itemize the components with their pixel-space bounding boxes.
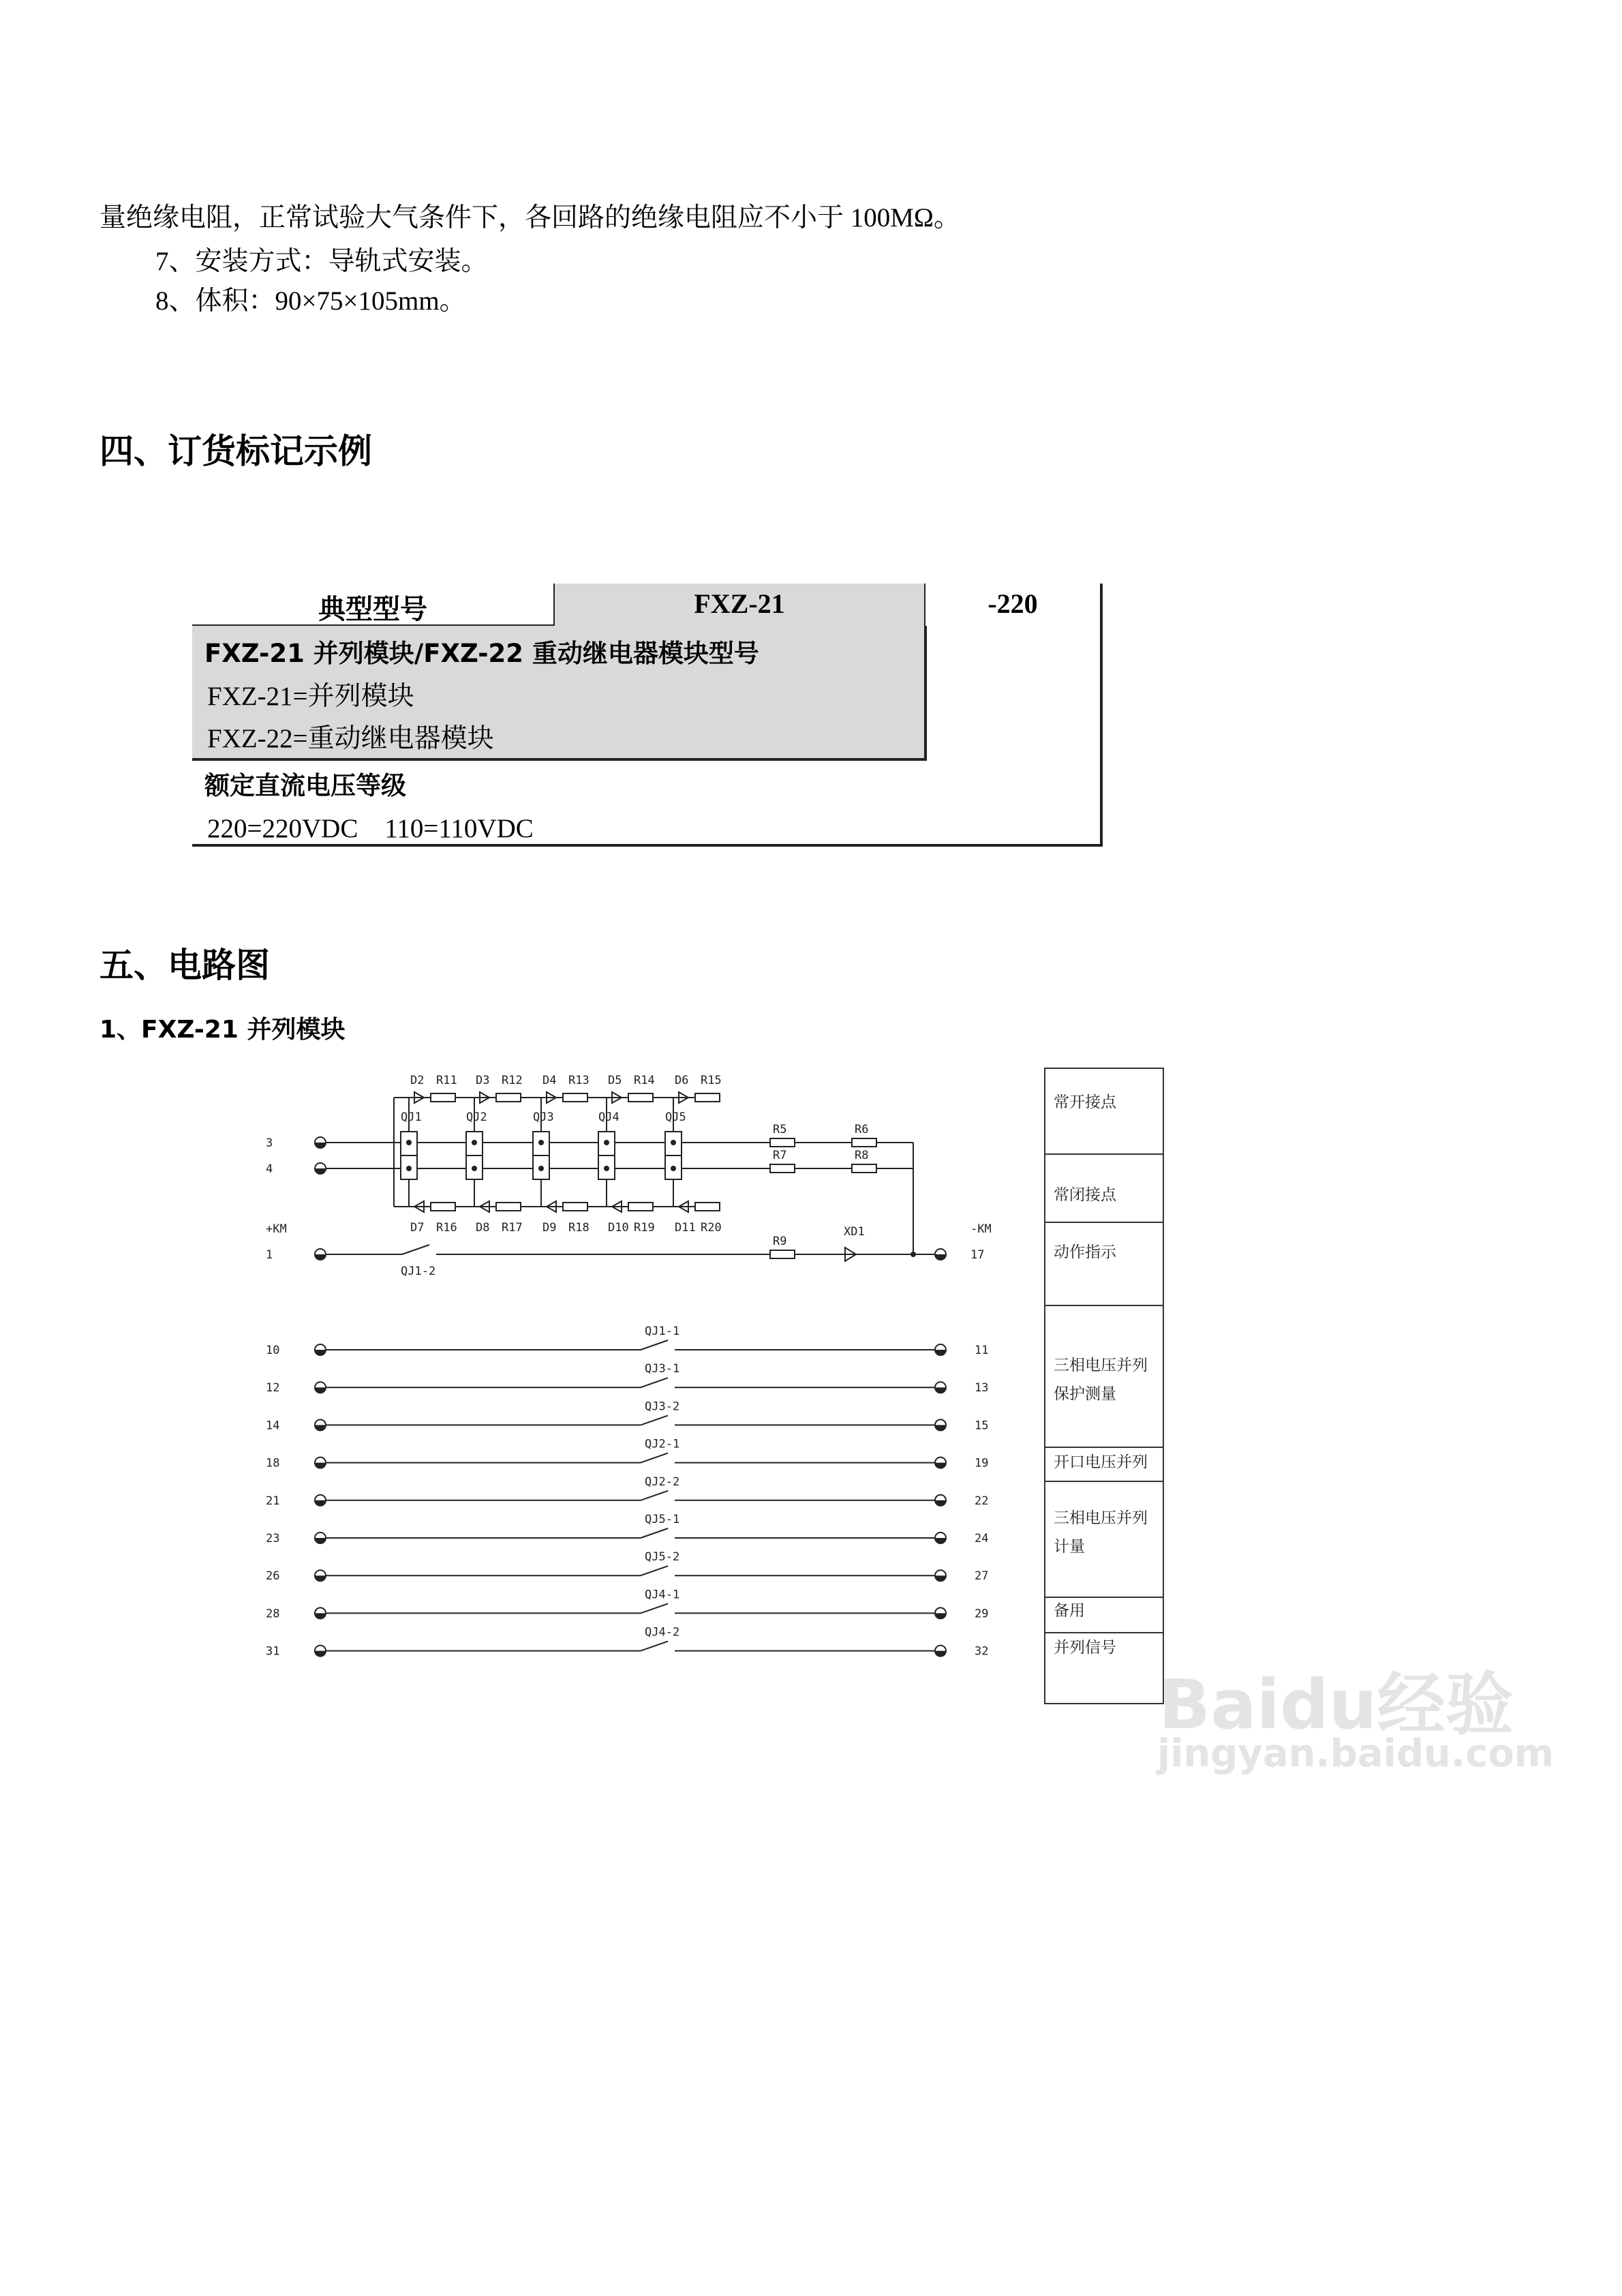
junction-dot <box>406 1140 412 1145</box>
contact-right-11: 11 <box>975 1344 989 1357</box>
label-r5: R5 <box>773 1123 787 1136</box>
relay-label-qj2: QJ2 <box>466 1111 487 1124</box>
label-signal: 并列信号 <box>1054 1639 1116 1657</box>
resistor-symbol <box>431 1093 455 1102</box>
bottom-component-r20: R20 <box>701 1221 722 1235</box>
label-xd1: XD1 <box>844 1225 865 1239</box>
contact-switch <box>641 1642 668 1651</box>
group1-title: FXZ-21 并列模块/FXZ-22 重动继电器模块型号 <box>204 639 759 668</box>
contact-right-22: 22 <box>975 1494 989 1508</box>
label-no-contact: 常开接点 <box>1054 1093 1116 1111</box>
junction-dot <box>604 1140 609 1145</box>
top-component-r13: R13 <box>568 1074 590 1087</box>
resistor-r7 <box>770 1164 795 1173</box>
contact-switch <box>641 1415 668 1425</box>
label-nc-contact: 常闭接点 <box>1054 1186 1116 1204</box>
top-component-d2: D2 <box>410 1074 425 1087</box>
top-component-r15: R15 <box>701 1074 722 1087</box>
contact-label-qj4-2: QJ4-2 <box>645 1625 680 1640</box>
junction-dot <box>604 1166 609 1171</box>
bottom-component-r16: R16 <box>436 1221 457 1235</box>
label-r8: R8 <box>855 1149 869 1162</box>
bottom-component-d9: D9 <box>542 1221 557 1235</box>
resistor-r8 <box>852 1164 876 1173</box>
top-component-r11: R11 <box>436 1074 457 1087</box>
resistor-symbol <box>563 1203 587 1211</box>
group2-title: 额定直流电压等级 <box>204 771 406 800</box>
junction-dot <box>538 1166 544 1171</box>
km-contact-label: QJ1-2 <box>401 1265 436 1278</box>
resistor-symbol <box>563 1093 587 1102</box>
contact-left-10: 10 <box>266 1344 280 1357</box>
bottom-component-d11: D11 <box>675 1221 696 1235</box>
top-component-r14: R14 <box>634 1074 655 1087</box>
group1-item2: FXZ-22=重动继电器模块 <box>207 724 494 753</box>
contact-left-18: 18 <box>266 1456 280 1470</box>
top-component-d6: D6 <box>675 1074 689 1087</box>
contact-right-29: 29 <box>975 1607 989 1621</box>
label-r6: R6 <box>855 1123 869 1136</box>
contact-left-21: 21 <box>266 1494 280 1508</box>
label-three-phase-1a: 三相电压并列 <box>1054 1357 1148 1374</box>
junction-dot <box>911 1252 916 1257</box>
top-component-d4: D4 <box>542 1074 557 1087</box>
resistor-symbol <box>431 1203 455 1211</box>
body-line-insulation: 量绝缘电阻，正常试验大气条件下，各回路的绝缘电阻应不小于 100MΩ。 <box>100 203 960 232</box>
contact-left-23: 23 <box>266 1532 280 1545</box>
contact-right-24: 24 <box>975 1532 989 1545</box>
bottom-component-d10: D10 <box>608 1221 629 1235</box>
group2-item1: 220=220VDC 110=110VDC <box>207 814 534 843</box>
bottom-component-r17: R17 <box>502 1221 523 1235</box>
contact-left-26: 26 <box>266 1569 280 1584</box>
junction-dot <box>406 1166 412 1171</box>
resistor-symbol <box>695 1203 720 1211</box>
function-label-table <box>1044 1068 1164 1704</box>
resistor-symbol <box>628 1203 653 1211</box>
junction-dot <box>472 1140 477 1145</box>
bottom-component-d8: D8 <box>476 1221 490 1235</box>
watermark-brand: Baidu经验 <box>1159 1665 1514 1744</box>
contact-right-13: 13 <box>975 1381 989 1395</box>
relay-label-qj3: QJ3 <box>533 1111 554 1124</box>
label-three-phase-2a: 三相电压并列 <box>1054 1509 1148 1527</box>
contact-label-qj3-2: QJ3-2 <box>645 1400 680 1414</box>
header-model-value: FXZ-21 <box>694 588 785 619</box>
label-three-phase-1b: 保护测量 <box>1054 1385 1116 1403</box>
contact-right-15: 15 <box>975 1419 989 1433</box>
km-minus-label: -KM <box>970 1222 992 1236</box>
section5-subheading: 1、FXZ-21 并列模块 <box>100 1016 346 1044</box>
contact-switch <box>641 1453 668 1463</box>
resistor-symbol <box>496 1203 521 1211</box>
group1-item1: FXZ-21=并列模块 <box>207 682 414 711</box>
label-action: 动作指示 <box>1054 1243 1116 1261</box>
contact-left-31: 31 <box>266 1644 280 1659</box>
top-component-d3: D3 <box>476 1074 490 1087</box>
resistor-r5 <box>770 1138 795 1147</box>
bottom-component-d7: D7 <box>410 1221 425 1235</box>
contact-label-qj3-1: QJ3-1 <box>645 1362 680 1376</box>
km-left-terminal: 1 <box>266 1248 273 1262</box>
terminal-label-4: 4 <box>266 1162 273 1176</box>
section4-heading: 四、订货标记示例 <box>100 432 372 471</box>
contact-right-19: 19 <box>975 1456 989 1470</box>
resistor-symbol <box>496 1093 521 1102</box>
top-component-r12: R12 <box>502 1074 523 1087</box>
contact-label-qj5-1: QJ5-1 <box>645 1513 680 1526</box>
resistor-r6 <box>852 1138 876 1147</box>
label-r7: R7 <box>773 1149 787 1162</box>
contact-switch <box>641 1491 668 1500</box>
contact-label-qj5-2: QJ5-2 <box>645 1550 680 1565</box>
contact-switch <box>641 1340 668 1350</box>
watermark-url: jingyan.baidu.com <box>1157 1732 1555 1776</box>
section5-heading: 五、电路图 <box>100 946 270 985</box>
contact-left-12: 12 <box>266 1381 280 1395</box>
bottom-component-r18: R18 <box>568 1221 590 1235</box>
label-three-phase-2b: 计量 <box>1054 1538 1085 1556</box>
contact-label-qj4-1: QJ4-1 <box>645 1588 680 1602</box>
resistor-r9 <box>770 1250 795 1258</box>
contact-label-qj2-2: QJ2-2 <box>645 1475 680 1489</box>
contact-switch <box>641 1603 668 1613</box>
bottom-component-r19: R19 <box>634 1221 655 1235</box>
junction-dot <box>671 1166 676 1171</box>
top-component-d5: D5 <box>608 1074 622 1087</box>
contact-switch <box>641 1528 668 1538</box>
contact-right-32: 32 <box>975 1644 989 1659</box>
body-line-mounting: 7、安装方式：导轨式安装。 <box>155 247 488 276</box>
header-suffix: -220 <box>988 588 1038 619</box>
contact-switch <box>641 1566 668 1575</box>
km-right-terminal: 17 <box>970 1248 985 1262</box>
junction-dot <box>538 1140 544 1145</box>
contact-right-27: 27 <box>975 1569 989 1584</box>
contact-left-14: 14 <box>266 1419 280 1433</box>
contact-left-28: 28 <box>266 1607 280 1621</box>
label-open-delta: 开口电压并列 <box>1054 1453 1148 1471</box>
relay-label-qj1: QJ1 <box>401 1111 422 1124</box>
junction-dot <box>472 1166 477 1171</box>
terminal-label-3: 3 <box>266 1136 273 1150</box>
relay-label-qj4: QJ4 <box>598 1111 619 1124</box>
junction-dot <box>671 1140 676 1145</box>
contact-label-qj2-1: QJ2-1 <box>645 1437 680 1451</box>
relay-label-qj5: QJ5 <box>665 1111 686 1124</box>
resistor-symbol <box>695 1093 720 1102</box>
label-spare: 备用 <box>1054 1602 1085 1620</box>
header-typical-model: 典型型号 <box>318 594 427 624</box>
label-r9: R9 <box>773 1235 787 1248</box>
resistor-symbol <box>628 1093 653 1102</box>
contact-label-qj1-1: QJ1-1 <box>645 1325 680 1338</box>
body-line-size: 8、体积：90×75×105mm。 <box>155 286 466 316</box>
contact-switch <box>641 1378 668 1387</box>
km-plus-label: +KM <box>266 1222 287 1236</box>
